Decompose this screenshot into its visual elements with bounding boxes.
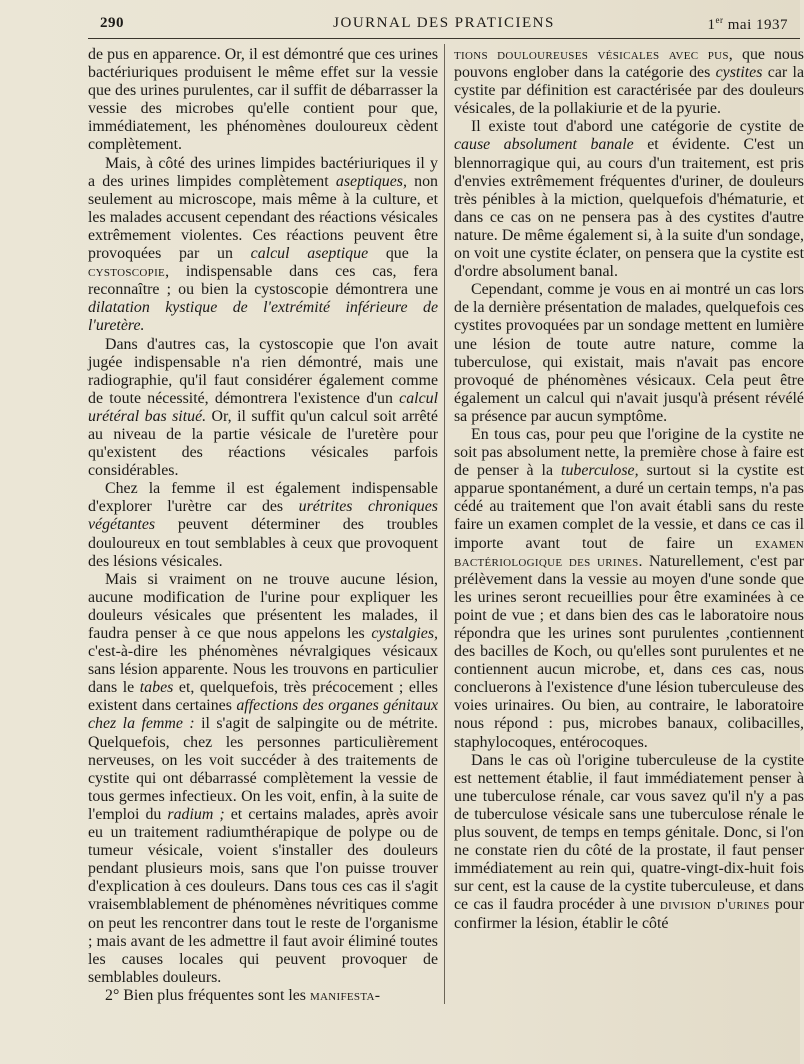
paragraph: de pus en apparence. Or, il est démontré que ces urines bactériuriques produisent le même effet sur la vessie que des urines purulentes, car il suffit de débarrasser la vessie des microbes qu'elle contient pour que, immédiatement, les phénomènes douloureux cèdent complètement. bbox=[88, 46, 438, 154]
paragraph: Chez la femme il est également indispensable d'explorer l'urètre car des urétrites chroniques végétantes peuvent déterminer des troubles douloureux en tout semblables à ceux que provoquent des lésions vésicales. bbox=[88, 480, 438, 570]
paragraph: Cependant, comme je vous en ai montré un cas lors de la dernière présentation de malades, quelquefois ces cystites provoquées par un sondage mettent en lumière une lésion de toute autre nature, comme la tuberculose, qui existait, mais n'avait pas encore provoqué de phénomènes vésicaux. Cela peut être également un calcul qui n'avait jusqu'à présent révélé sa présence par aucun symptôme. bbox=[454, 281, 804, 425]
paragraph: Mais si vraiment on ne trouve aucune lésion, aucune modification de l'urine pour expliquer les douleurs vésicales que présentent les malades, il faudra penser à ce que nous appelons les cystalgies, c'est-à-dire les phénomènes névralgiques vésicaux sans lésion apparente. Nous les trouvons en particulier dans le tabes et, quelquefois, très précocement ; elles existent dans certaines affections des organes génitaux chez la femme : il s'agit de salpingite ou de métrite. Quelquefois, chez les personnes particulièrement nerveuses, on les voit succéder à des traitements de cystite qui ont débarrassé complètement la vessie de tous germes infectieux. On les voit, enfin, à la suite de l'emploi du radium ; et certains malades, après avoir eu un traitement radiumthérapique de polype ou de tumeur vésicale, voient s'installer des douleurs pendant plusieurs mois, sans que l'on puisse trouver d'explication à ces douleurs. Dans tous ces cas il s'agit vraisemblablement de phénomènes névritiques comme on peut les rencontrer dans tout le reste de l'organisme ; mais avant de les admettre il faut avoir éliminé toutes les causes locales qui peuvent provoquer de semblables douleurs. bbox=[88, 570, 439, 986]
paragraph: 2° Bien plus fréquentes sont les manifesta- bbox=[105, 986, 381, 1004]
paragraph: Dans d'autres cas, la cystoscopie que l'on avait jugée indispensable n'a rien démontré, mais une radiographie, qu'il faut considérer également comme de toute nécessité, démontrera l'existence d'un calcul urétéral bas situé. Or, il suffit qu'un calcul soit arrêté au niveau de la partie vésicale de l'uretère pour qu'existent des réactions vésicales parfois considérables. bbox=[88, 335, 438, 480]
left-column bbox=[88, 46, 438, 1005]
page-header bbox=[100, 15, 788, 37]
paragraph: Il existe tout d'abord une catégorie de cystite de cause absolument banale et évidente. C'est un blennorragique qui, au cours d'un traitement, est pris d'envies extrêmement fréquentes d'uriner, de douleurs très pénibles à la miction, quelquefois d'hématurie, et dans ce cas on ne pensera pas à des cystites d'autre nature. De même également si, à la suite d'un sondage, on voit une cystite éclater, on pensera que la cystite est d'ordre absolument banal. bbox=[454, 118, 804, 281]
issue-date: 1er mai 1937 bbox=[707, 15, 788, 33]
header-rule bbox=[88, 38, 800, 39]
right-column bbox=[454, 46, 804, 933]
journal-title: JOURNAL DES PRATICIENS bbox=[333, 15, 555, 31]
paragraph: Mais, à côté des urines limpides bactériuriques il y a des urines limpides complètement aseptiques, non seulement au microscope, mais même à la culture, et les malades accusent cependant des réactions vésicales extrêmement violentes. Ces réactions peuvent être provoquées par un calcul aseptique que la cystoscopie, indispensable dans ces cas, fera reconnaître ; ou bien la cystoscopie démontrera une dilatation kystique de l'extrémité inférieure de l'uretère. bbox=[88, 154, 439, 335]
page-number: 290 bbox=[100, 15, 124, 31]
paragraph: Dans le cas où l'origine tuberculeuse de la cystite est nettement établie, il faut immédiatement penser à une tuberculose rénale, car vous savez qu'il n'y a pas de tuberculose vésicale sans une tuberculose rénale le plus souvent, de temps en temps génitale. Donc, si l'on ne constate rien du côté de la prostate, il faut penser immédiatement au rein qui, quatre-vingt-dix-huit fois sur cent, est la cause de la cystite tuberculeuse, et dans ce cas il faudra procéder à une division d'urines pour confirmer la lésion, établir le côté bbox=[454, 751, 804, 932]
column-divider bbox=[444, 44, 445, 1004]
paragraph: tions douloureuses vésicales avec pus, que nous pouvons englober dans la catégorie des cystites car la cystite par définition est caractérisée par des douleurs vésicales, de la pollakiurie et de la pyurie. bbox=[454, 46, 804, 118]
paragraph: En tous cas, pour peu que l'origine de la cystite ne soit pas absolument nette, la première chose à faire est de penser à la tuberculose, surtout si la cystite est apparue spontanément, a duré un certain temps, n'a pas cédé au traitement que l'on avait établi sans du reste faire un examen complet de la vessie, et dans ce cas il importe avant tout de faire un examen bactériologique des urines. Naturellement, c'est par prélèvement dans la vessie au moyen d'une sonde que les urines seront recueillies pour être examinées à ce point de vue ; et dans bien des cas le laboratoire nous répondra que les urines sont purulentes ,contiennent des bacilles de Koch, ou qu'elles sont purulentes et ne contiennent aucun microbe, et, dans ces cas, nous concluerons à l'existence d'une lésion tuberculeuse des voies urinaires. Ou bien, au contraire, le laboratoire nous répond : pus, microbes banaux, colibacilles, staphylocoques, entérocoques. bbox=[454, 425, 804, 751]
